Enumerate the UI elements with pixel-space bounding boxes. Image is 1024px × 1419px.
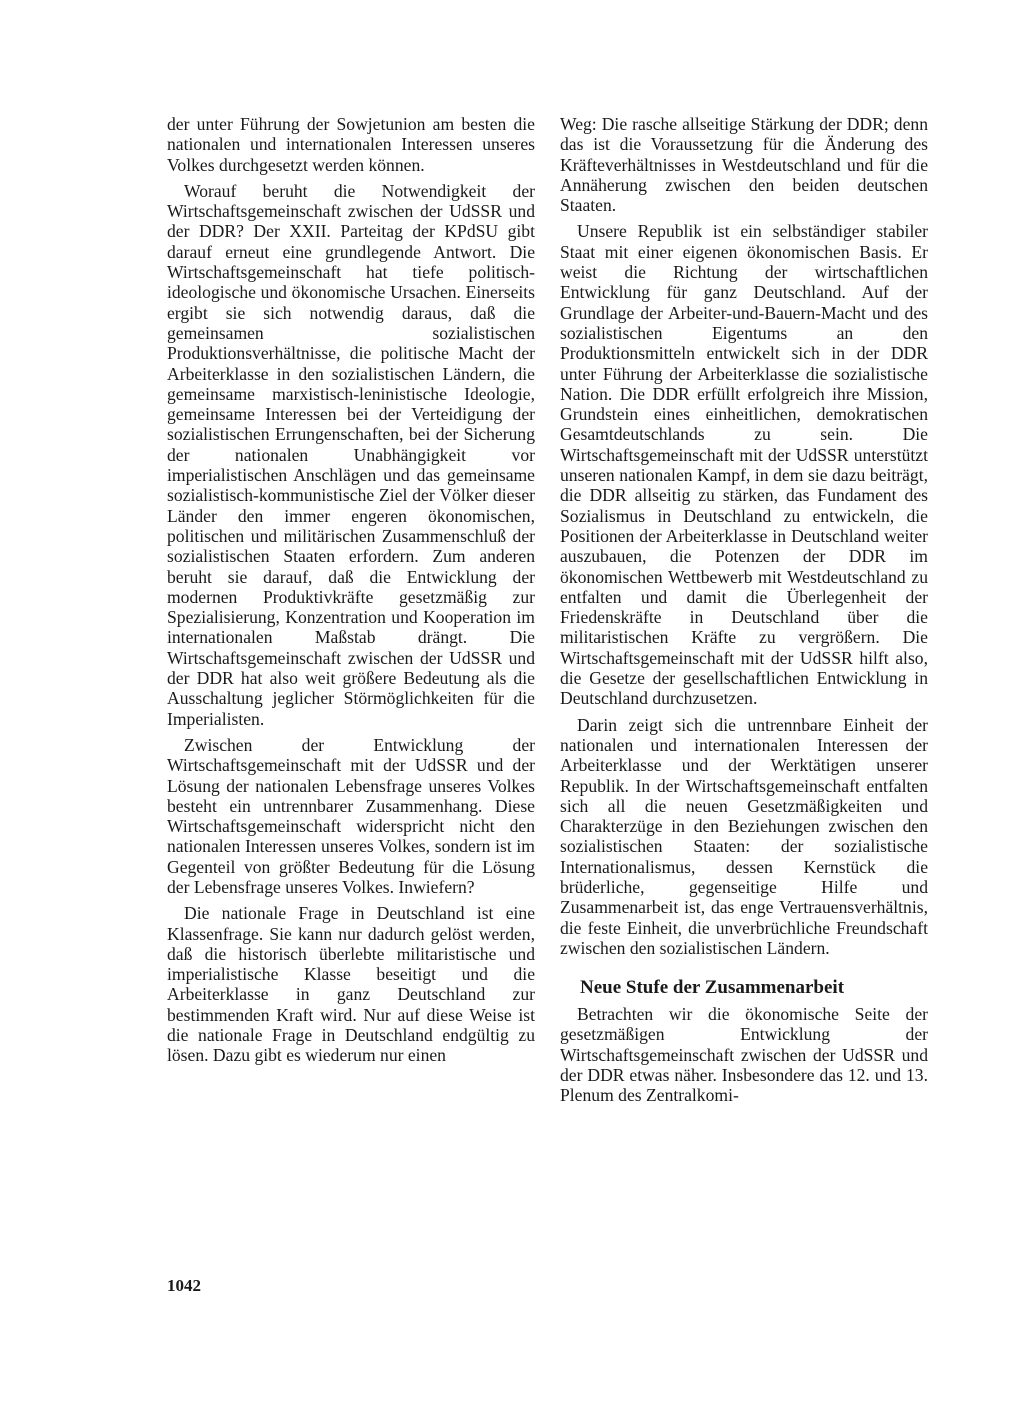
paragraph: Die nationale Frage in Deutschland ist eine Klassenfrage. Sie kann nur dadurch gelöst werden, daß die historisch überlebte militaristische und imperialistische Klasse beseitigt und die Arbeiterklasse in ganz Deutschland zur bestimmenden Kraft wird. Nur auf diese Weise ist die nationale Frage in Deutschland endgültig zu lösen. Dazu gibt es wiederum nur einen bbox=[167, 903, 535, 1066]
paragraph: Darin zeigt sich die untrennbare Einheit der nationalen und internationalen Interessen der Arbeiterklasse und der Werktätigen unserer Republik. In der Wirtschaftsgemeinschaft entfalten sich all die neuen Gesetzmäßigkeiten und Charakterzüge in den Beziehungen zwischen den sozialistischen Staaten: der sozialistische Internationalismus, dessen Kernstück die brüderliche, gegenseitige Hilfe und Zusammenarbeit ist, das enge Vertrauensverhältnis, die feste Einheit, die unverbrüchliche Freundschaft zwischen den sozialistischen Ländern. bbox=[560, 714, 928, 958]
paragraph: Zwischen der Entwicklung der Wirtschaftsgemeinschaft mit der UdSSR und der Lösung der nationalen Lebensfrage unseres Volkes besteht ein untrennbarer Zusammenhang. Diese Wirtschaftsgemeinschaft widerspricht nicht den nationalen Interessen unseres Volkes, sondern ist im Gegenteil von größter Bedeutung für die Lösung der Lebensfrage unseres Volkes. Inwiefern? bbox=[167, 734, 535, 897]
paragraph: Weg: Die rasche allseitige Stärkung der DDR; denn das ist die Voraussetzung für die Änderung des Kräfteverhältnisses in Westdeutschland und für die Annäherung zwischen den beiden deutschen Staaten. bbox=[560, 114, 928, 216]
left-text-column bbox=[167, 114, 535, 1072]
paragraph: Worauf beruht die Notwendigkeit der Wirtschaftsgemeinschaft zwischen der UdSSR und der DDR? Der XXII. Parteitag der KPdSU gibt darauf erneut eine grundlegende Antwort. Die Wirtschaftsgemeinschaft hat tiefe politisch-ideologische und ökonomische Ursachen. Einerseits ergibt sie sich notwendig daraus, daß die gemeinsamen sozialistischen Produktionsverhältnisse, die politische Macht der Arbeiterklasse in den sozialistischen Ländern, die gemeinsame marxistisch-leninistische Ideologie, gemeinsame Interessen bei der Verteidigung der sozialistischen Errungenschaften, bei der Sicherung der nationalen Unabhängigkeit vor imperialistischen Anschlägen und das gemeinsame sozialistisch-kommunistische Ziel der Völker dieser Länder den immer engeren ökonomischen, politischen und militärischen Zusammenschluß der sozialistischen Staaten erfordern. Zum anderen beruht sie darauf, daß die Entwicklung der modernen Produktivkräfte gesetzmäßig zur Spezialisierung, Konzentration und Kooperation im internationalen Maßstab drängt. Die Wirtschaftsgemeinschaft zwischen der UdSSR und der DDR hat also weit größere Bedeutung als die Ausschaltung jeglicher Störmöglichkeiten für die Imperialisten. bbox=[167, 180, 535, 729]
page-number: 1042 bbox=[167, 1276, 201, 1295]
paragraph: Unsere Republik ist ein selbständiger stabiler Staat mit einer eigenen ökonomischen Basis. Er weist die Richtung der wirtschaftlichen Entwicklung für ganz Deutschland. Auf der Grundlage der Arbeiter-und-Bauern-Macht und des sozialistischen Eigentums an den Produktionsmitteln entwickelt sich in der DDR unter Führung der Arbeiterklasse die sozialistische Nation. Die DDR erfüllt erfolgreich ihre Mission, Grundstein eines einheitlichen, demokratischen Gesamtdeutschlands zu sein. Die Wirtschaftsgemeinschaft mit der UdSSR unterstützt unseren nationalen Kampf, in dem sie dazu beiträgt, die DDR allseitig zu stärken, das Fundament des Sozialismus in Deutschland zu entwickeln, die Positionen der Arbeiterklasse in Deutschland weiter auszubauen, die Potenzen der DDR im ökonomischen Wettbewerb mit Westdeutschland zu entfalten und damit die Überlegenheit der Friedenskräfte in Deutschland über die militaristischen Kräfte zu vergrößern. Die Wirtschaftsgemeinschaft mit der UdSSR hilft also, die Gesetze der gesellschaftlichen Entwicklung in Deutschland durchzusetzen. bbox=[560, 221, 928, 709]
paragraph: Betrachten wir die ökonomische Seite der gesetzmäßigen Entwicklung der Wirtschaftsgemeinschaft zwischen der UdSSR und der DDR etwas näher. Insbesondere das 12. und 13. Plenum des Zentralkomi- bbox=[560, 1004, 928, 1106]
section-heading: Neue Stufe der Zusammenarbeit bbox=[580, 977, 845, 999]
paragraph: der unter Führung der Sowjetunion am besten die nationalen und internationalen Interessen unseres Volkes durchgesetzt werden können. bbox=[167, 114, 535, 175]
right-text-column bbox=[560, 114, 928, 1112]
